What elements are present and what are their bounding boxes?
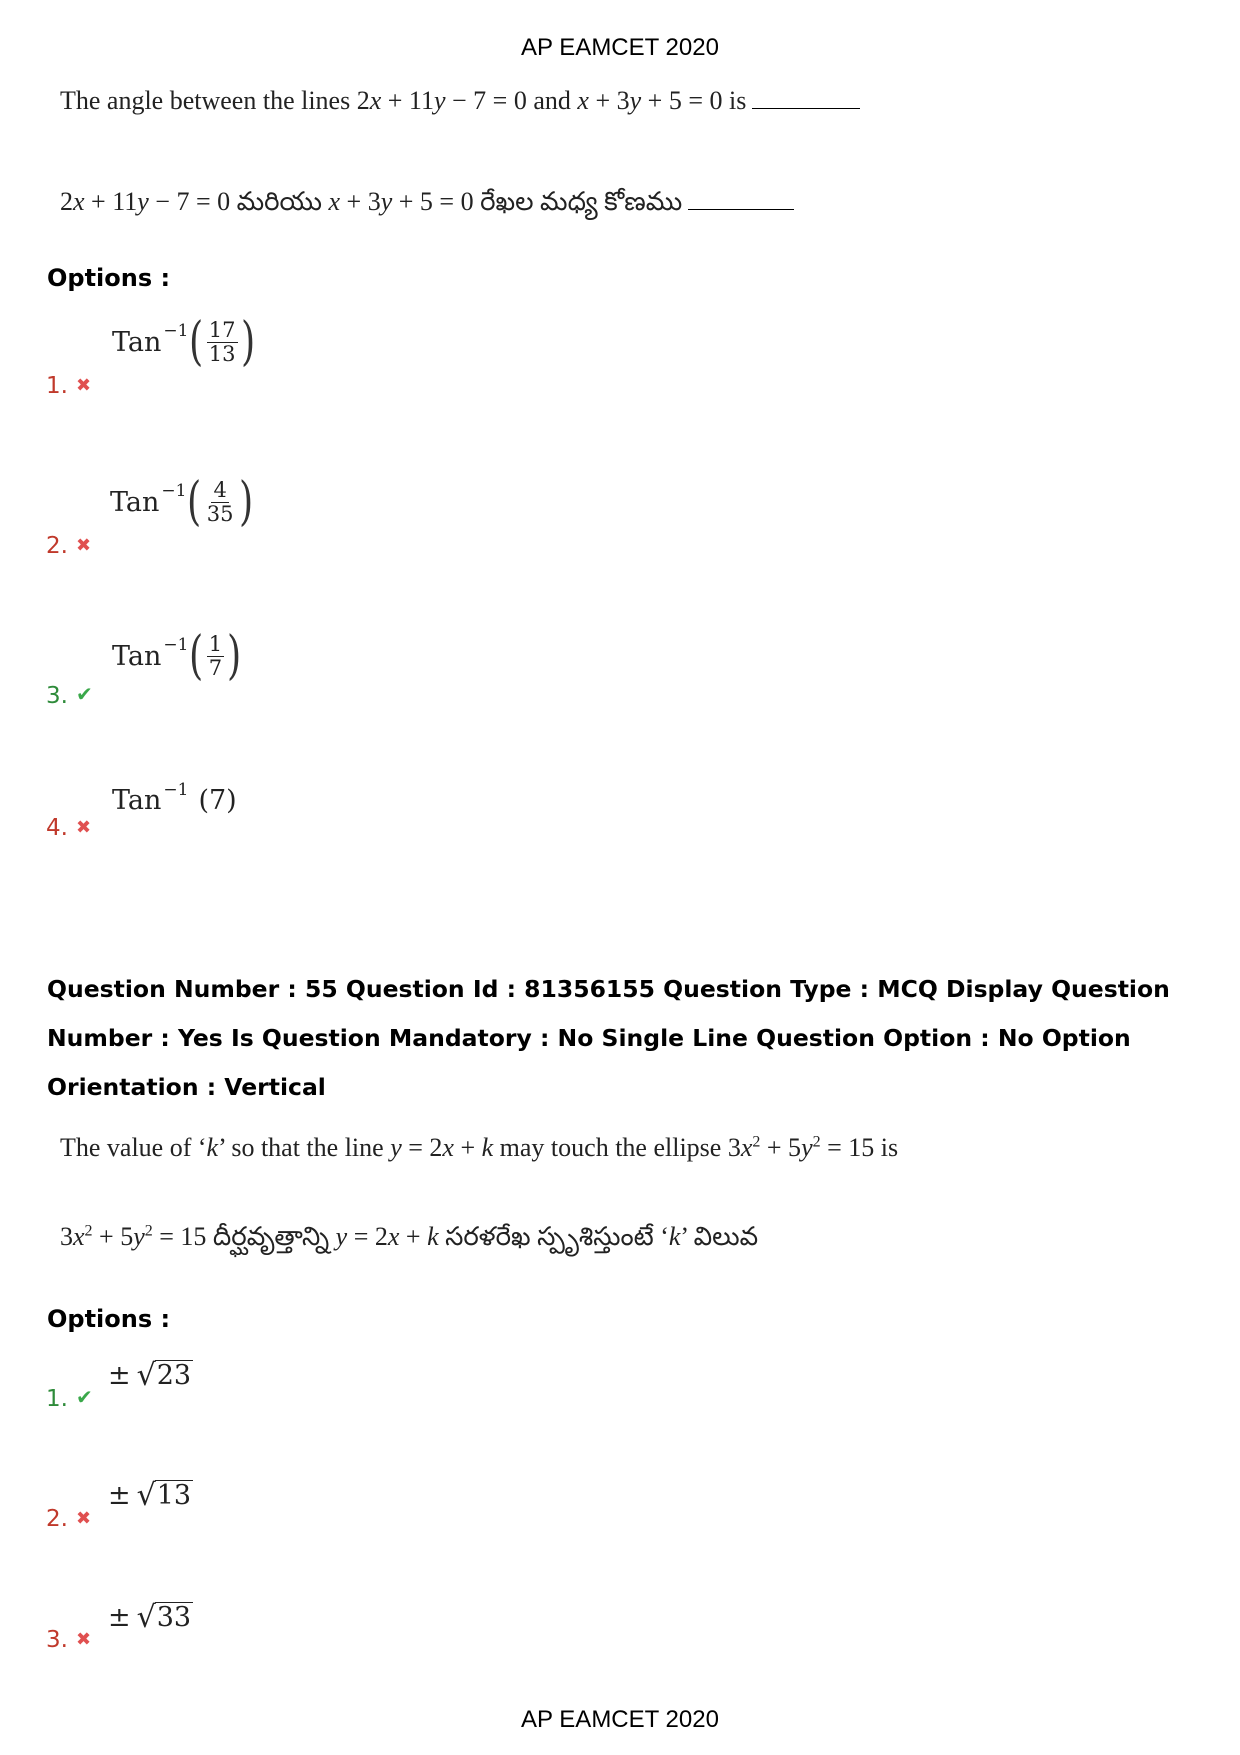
cross-icon: ✖ — [75, 817, 92, 838]
question-metadata: Question Number : 55 Question Id : 81356155 Question Type : MCQ Display Question Number : Yes Is Question Mandatory : No Single Line Question Option : No Option Orientation : Vertical — [47, 975, 1170, 1101]
question-text-telugu: $3x^2 + 5y^2 = 15$ దీర్ఘవృత్తాన్ని y = 2x + k సరళరేఖ స్పృశిస్తుంటే ‘k’ విలువ — [60, 1222, 759, 1251]
check-icon: ✔ — [75, 682, 93, 706]
option-4[interactable]: 4. ✖ — [46, 815, 92, 841]
option-3-math: ± √ 33 — [108, 1600, 192, 1635]
page-header: AP EAMCET 2020 — [521, 34, 719, 61]
option-1-math: ± √ 23 — [108, 1358, 192, 1393]
option-2-math: ± √ 13 — [108, 1478, 192, 1513]
cross-icon: ✖ — [75, 535, 92, 556]
options-label: Options : — [47, 1305, 171, 1333]
cross-icon: ✖ — [75, 1629, 92, 1650]
option-2-math: Tan −1 ( $\frac{4}{35}$ ) — [110, 472, 253, 532]
option-1[interactable]: 1. ✖ — [46, 373, 92, 399]
question-text-english: The value of ‘k’ so that the line y = 2x + k may touch the ellipse $3x^2 + 5y^2 = 15$ is — [60, 1133, 899, 1162]
cross-icon: ✖ — [75, 1508, 92, 1529]
answer-blank — [688, 189, 794, 210]
check-icon: ✔ — [75, 1385, 93, 1409]
page-footer: AP EAMCET 2020 — [521, 1706, 719, 1733]
option-4-math: Tan −1 (7) — [112, 779, 237, 816]
option-1[interactable]: 1. ✔ — [46, 1385, 93, 1412]
options-label: Options : — [47, 264, 171, 292]
answer-blank — [752, 88, 860, 109]
option-3[interactable]: 3. ✖ — [46, 1627, 92, 1653]
cross-icon: ✖ — [75, 375, 92, 396]
question-text-telugu: 2x + 11y − 7 = 0 మరియు x + 3y + 5 = 0 రేఖల మధ్య కోణము — [60, 187, 794, 223]
question-text-english: The angle between the lines 2x + 11y − 7 = 0 and x + 3y + 5 = 0 is — [60, 86, 860, 116]
option-3-math: Tan −1 ( $\frac{1}{7}$ ) — [112, 626, 242, 686]
option-1-math: Tan −1 ( $\frac{17}{13}$ ) — [112, 312, 255, 372]
option-2[interactable]: 2. ✖ — [46, 1506, 92, 1532]
option-3[interactable]: 3. ✔ — [46, 682, 93, 709]
option-2[interactable]: 2. ✖ — [46, 533, 92, 559]
